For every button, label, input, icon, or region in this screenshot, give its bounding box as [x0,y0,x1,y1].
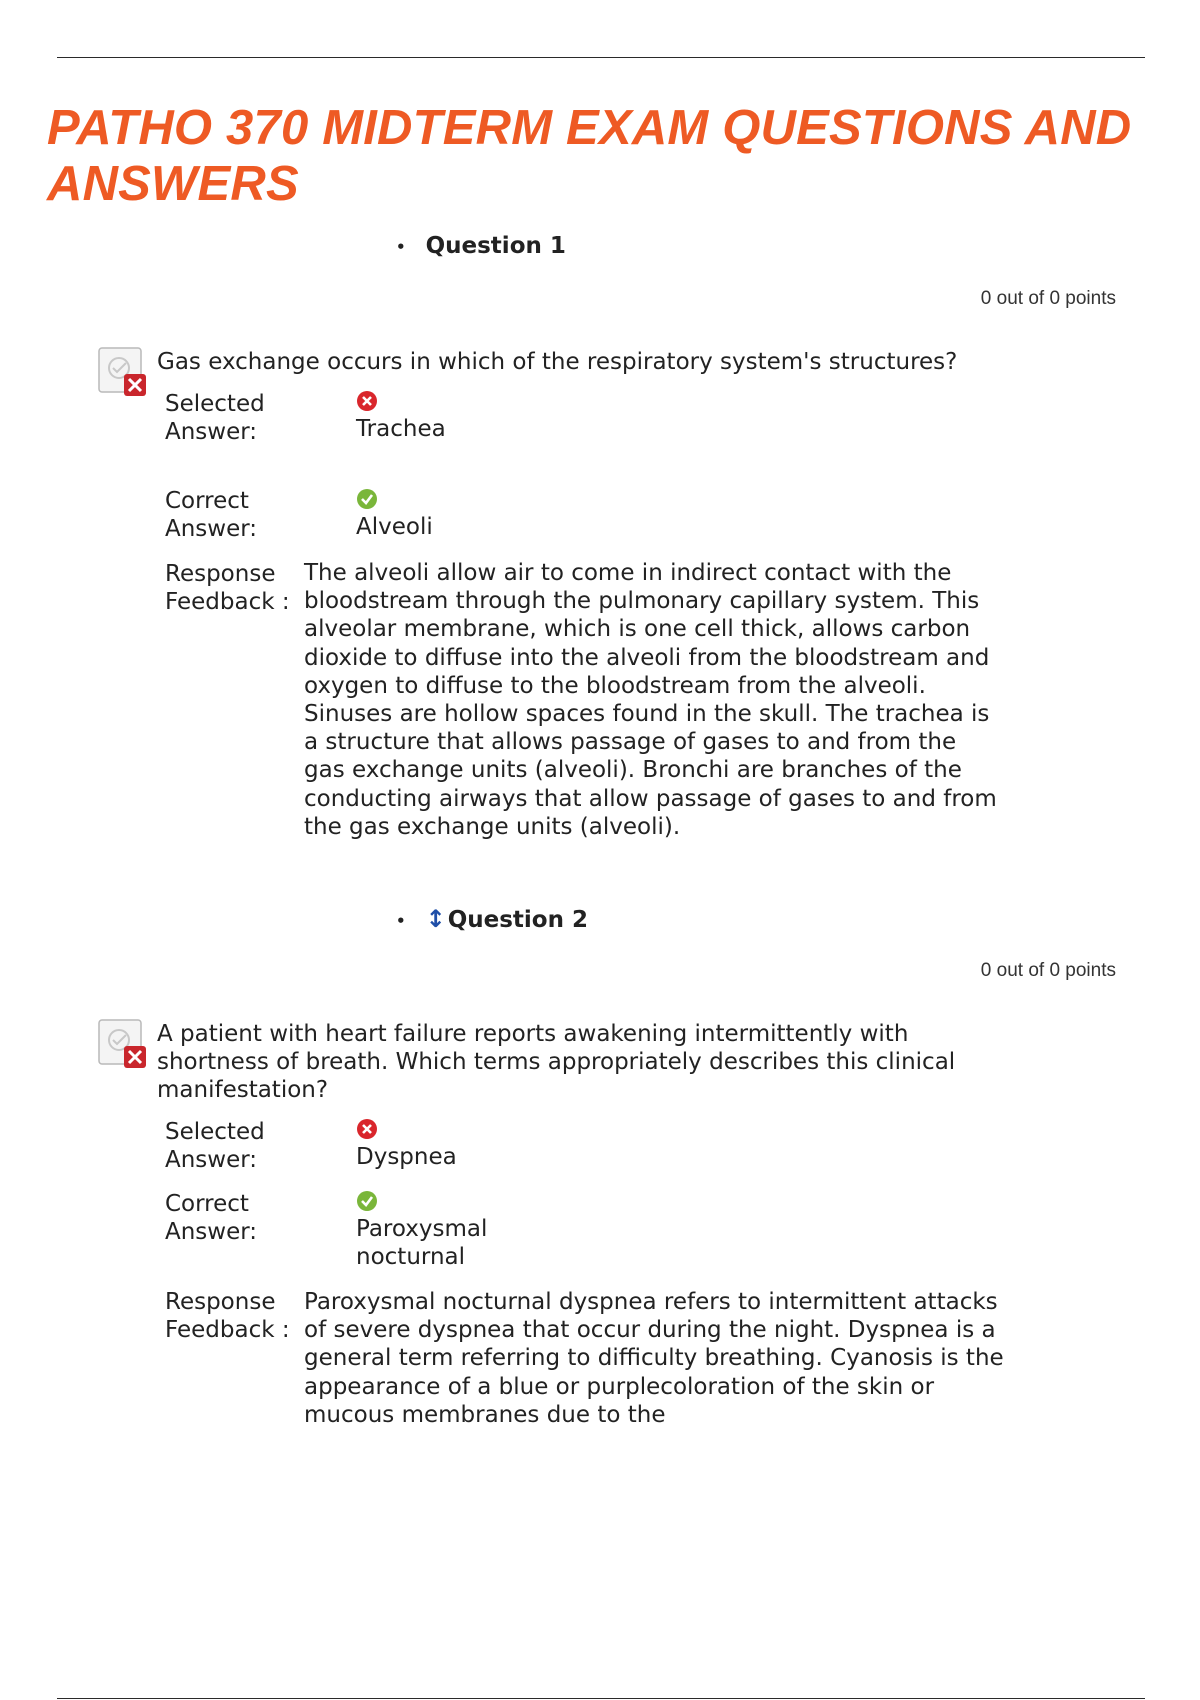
incorrect-x-icon [356,1118,378,1140]
question-1-correct-answer-text: Alveoli [356,514,433,540]
question-1-points: 0 out of 0 points [980,288,1116,309]
question-1-feedback: The alveoli allow air to come in indirect contact with the bloodstream through the pulmonary capillary system. This alveolar membrane, which is one cell thick, allows carbon dioxide to diffuse into the alveoli from the bloodstream and oxygen to diffuse to the bloodstream from the alveoli. Sinuses are hollow spaces found in the skull. The trachea is a structure that allows passage of gases to and from the gas exchange units (alveoli). Bronchi are branches of the conducting airways that allow passage of gases to and from the gas exchange units (alveoli). [304,560,997,840]
question-1-selected-answer-text: Trachea [356,416,446,442]
question-2-points: 0 out of 0 points [980,960,1116,981]
top-rule [57,57,1145,58]
question-1-heading-text: Question 1 [425,233,566,259]
question-2-feedback-label: Response Feedback : [165,1289,290,1343]
question-2-feedback: Paroxysmal nocturnal dyspnea refers to intermittent attacks of severe dyspnea that occur during the night. Dyspnea is a general term referring to difficulty breathing. Cyanosis is the appearance of a blue or purplecoloration of the skin or mucous membranes due to the [304,1289,1004,1428]
question-2-heading [396,905,588,933]
graded-incorrect-icon [97,1018,149,1070]
correct-check-icon [356,1190,378,1212]
reorder-arrow-icon[interactable]: ↕ [425,905,446,933]
question-2-selected-answer [356,1118,556,1171]
question-2-correct-label: Correct Answer: [165,1191,258,1245]
question-1-correct-answer [356,488,496,541]
incorrect-x-icon [356,390,378,412]
graded-incorrect-icon [97,346,149,398]
question-2-heading-text: Question 2 [447,907,588,933]
question-1-correct-label: Correct Answer: [165,488,258,542]
question-2-correct-answer-text: Paroxysmal nocturnal [356,1216,488,1270]
bottom-rule [57,1698,1145,1699]
page-title: PATHO 370 MIDTERM EXAM QUESTIONS AND ANSWERS [47,101,1132,211]
question-1-feedback-label: Response Feedback : [165,561,290,615]
question-1-selected-answer [356,390,446,443]
correct-check-icon [356,488,378,510]
bullet: • [396,237,406,256]
question-1-selected-label: Selected Answer: [165,391,265,445]
question-2-text: A patient with heart failure reports awakening intermittently with shortness of breath. Which terms appropriately describes this clinical manifestation? [157,1021,956,1103]
question-2-correct-answer [356,1190,516,1271]
question-2-selected-label: Selected Answer: [165,1119,265,1173]
bullet: • [396,911,406,930]
question-1-heading [396,233,566,259]
question-2-selected-answer-text: Dyspnea [356,1144,457,1170]
question-1-text: Gas exchange occurs in which of the respiratory system's structures? [157,349,958,375]
